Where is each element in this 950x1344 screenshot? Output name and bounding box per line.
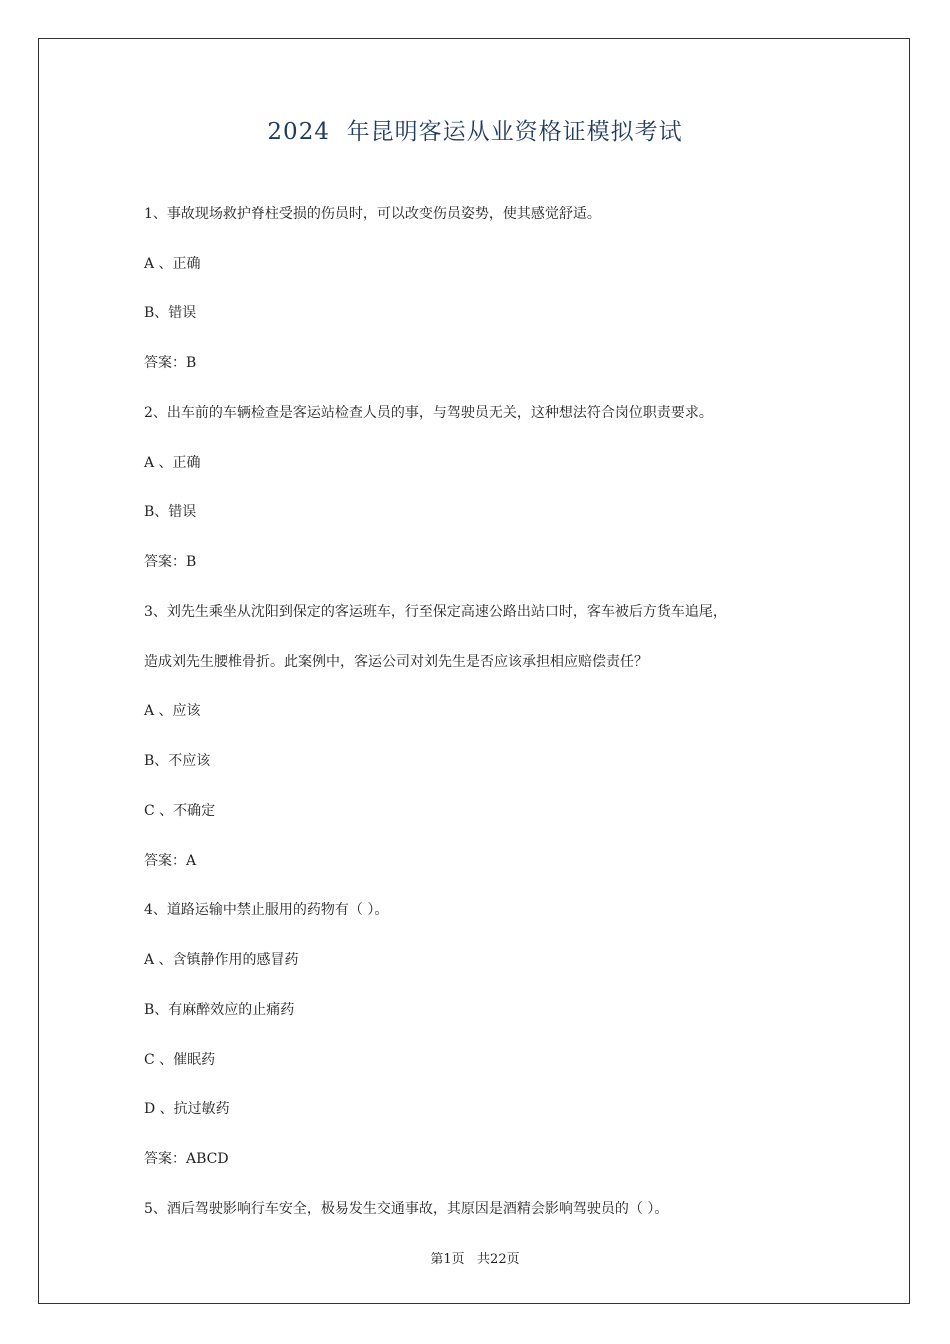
question-3-option-a: A 、应该 — [144, 703, 201, 719]
question-3-answer: 答案：A — [144, 853, 197, 869]
question-4-option-d: D 、抗过敏药 — [144, 1101, 230, 1117]
question-5-stem: 5、酒后驾驶影响行车安全，极易发生交通事故，其原因是酒精会影响驾驶员的（ ）。 — [144, 1201, 669, 1217]
question-2-answer: 答案：B — [144, 554, 197, 570]
question-3-option-b: B、不应该 — [144, 753, 211, 769]
question-3-option-c: C 、不确定 — [144, 803, 216, 819]
page-footer: 第1页 共22页 — [430, 1252, 520, 1267]
question-3-stem-line-1: 3、刘先生乘坐从沈阳到保定的客运班车，行至保定高速公路出站口时，客车被后方货车追尾， — [144, 604, 727, 620]
question-1-option-a: A 、正确 — [144, 256, 201, 272]
question-2-stem: 2、出车前的车辆检查是客运站检查人员的事，与驾驶员无关，这种想法符合岗位职责要求。 — [144, 405, 713, 421]
question-4-option-c: C 、催眠药 — [144, 1052, 216, 1068]
question-1-option-b: B、错误 — [144, 305, 197, 321]
question-4-option-b: B、有麻醉效应的止痛药 — [144, 1002, 295, 1018]
question-2-option-a: A 、正确 — [144, 455, 201, 471]
page-title: 2024 年昆明客运从业资格证模拟考试 — [267, 119, 683, 145]
question-4-stem: 4、道路运输中禁止服用的药物有（ ）。 — [144, 902, 389, 918]
question-3-stem-line-2: 造成刘先生腰椎骨折。此案例中，客运公司对刘先生是否应该承担相应赔偿责任？ — [144, 654, 648, 670]
question-4-answer: 答案：ABCD — [144, 1151, 229, 1167]
question-1-stem: 1、事故现场救护脊柱受损的伤员时，可以改变伤员姿势，使其感觉舒适。 — [144, 206, 601, 222]
question-2-option-b: B、错误 — [144, 504, 197, 520]
question-4-option-a: A 、含镇静作用的感冒药 — [144, 952, 299, 968]
question-1-answer: 答案：B — [144, 355, 197, 371]
